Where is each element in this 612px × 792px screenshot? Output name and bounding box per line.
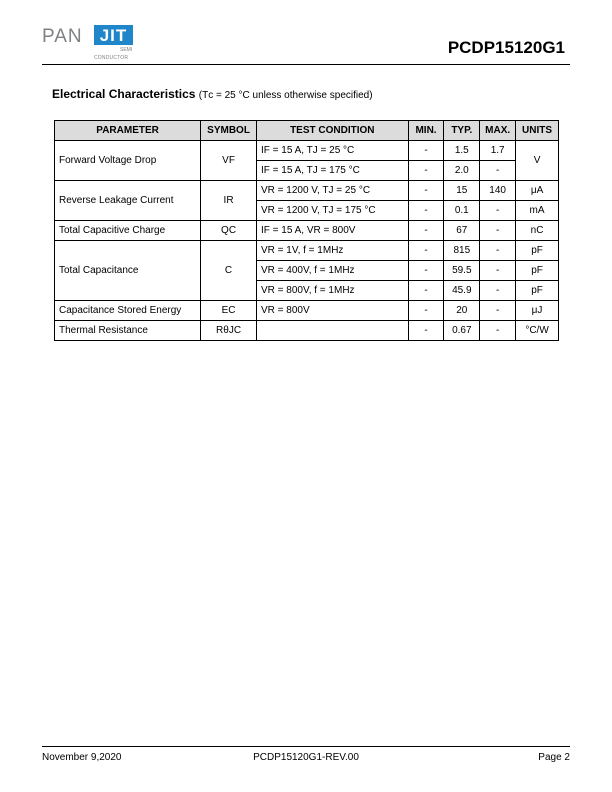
logo-text-accent: JIT — [94, 25, 133, 45]
row-typ: 59.5 — [444, 261, 480, 281]
row-test — [256, 321, 408, 341]
table-header-row — [55, 121, 559, 141]
row-test: VR = 800V, f = 1MHz — [256, 281, 408, 301]
table-row — [55, 221, 559, 241]
row-min: - — [408, 261, 444, 281]
row-symbol: IR — [201, 181, 257, 221]
section-title-text: Electrical Characteristics — [52, 87, 196, 101]
row-parameter: Forward Voltage Drop — [55, 141, 201, 181]
row-max: - — [480, 281, 516, 301]
table-row — [55, 301, 559, 321]
row-typ: 67 — [444, 221, 480, 241]
row-max: - — [480, 261, 516, 281]
row-symbol: QC — [201, 221, 257, 241]
footer-page: Page 2 — [538, 752, 570, 763]
row-test: VR = 400V, f = 1MHz — [256, 261, 408, 281]
row-units: pF — [516, 241, 559, 261]
row-min: - — [408, 301, 444, 321]
electrical-characteristics-table — [54, 120, 559, 341]
footer-divider — [42, 746, 570, 747]
header-units: UNITS — [516, 121, 559, 141]
logo-subtext-1: SEMI — [120, 47, 133, 53]
logo-text-main: PAN — [42, 26, 83, 47]
section-title — [52, 87, 373, 101]
row-typ: 0.1 — [444, 201, 480, 221]
row-max: - — [480, 221, 516, 241]
row-max: - — [480, 161, 516, 181]
row-max: - — [480, 241, 516, 261]
row-symbol: EC — [201, 301, 257, 321]
row-min: - — [408, 181, 444, 201]
table-row — [55, 321, 559, 341]
header-max: MAX. — [480, 121, 516, 141]
row-symbol: C — [201, 241, 257, 301]
row-units: pF — [516, 281, 559, 301]
row-typ: 20 — [444, 301, 480, 321]
header-test-condition: TEST CONDITION — [256, 121, 408, 141]
row-parameter: Capacitance Stored Energy — [55, 301, 201, 321]
row-min: - — [408, 241, 444, 261]
row-typ: 0.67 — [444, 321, 480, 341]
row-test: IF = 15 A, TJ = 25 °C — [256, 141, 408, 161]
row-typ: 2.0 — [444, 161, 480, 181]
row-typ: 815 — [444, 241, 480, 261]
row-test: VR = 1200 V, TJ = 175 °C — [256, 201, 408, 221]
row-max: - — [480, 321, 516, 341]
row-units: °C/W — [516, 321, 559, 341]
row-test: IF = 15 A, VR = 800V — [256, 221, 408, 241]
row-test: VR = 1200 V, TJ = 25 °C — [256, 181, 408, 201]
row-units: mA — [516, 201, 559, 221]
row-min: - — [408, 221, 444, 241]
row-typ: 1.5 — [444, 141, 480, 161]
section-condition: (Tᴄ = 25 °C unless otherwise specified) — [198, 90, 373, 101]
row-parameter: Total Capacitive Charge — [55, 221, 201, 241]
row-typ: 15 — [444, 181, 480, 201]
table-row — [55, 141, 559, 161]
row-min: - — [408, 201, 444, 221]
row-parameter: Thermal Resistance — [55, 321, 201, 341]
header-min: MIN. — [408, 121, 444, 141]
row-test: VR = 800V — [256, 301, 408, 321]
row-symbol: RθJC — [201, 321, 257, 341]
row-units: V — [516, 141, 559, 181]
row-units: pF — [516, 261, 559, 281]
row-symbol: VF — [201, 141, 257, 181]
table-row — [55, 241, 559, 261]
row-units: μJ — [516, 301, 559, 321]
header-typ: TYP. — [444, 121, 480, 141]
header-parameter: PARAMETER — [55, 121, 201, 141]
row-max: - — [480, 201, 516, 221]
row-units: nC — [516, 221, 559, 241]
row-max: 140 — [480, 181, 516, 201]
row-max: 1.7 — [480, 141, 516, 161]
row-test: IF = 15 A, TJ = 175 °C — [256, 161, 408, 181]
row-min: - — [408, 281, 444, 301]
footer-doc-rev: PCDP15120G1-REV.00 — [253, 752, 359, 763]
footer-date: November 9,2020 — [42, 752, 122, 763]
company-logo — [42, 24, 142, 66]
row-min: - — [408, 141, 444, 161]
part-number: PCDP15120G1 — [447, 38, 565, 57]
row-typ: 45.9 — [444, 281, 480, 301]
row-min: - — [408, 321, 444, 341]
row-min: - — [408, 161, 444, 181]
logo-subtext-2: CONDUCTOR — [94, 55, 129, 61]
row-parameter: Reverse Leakage Current — [55, 181, 201, 221]
row-parameter: Total Capacitance — [55, 241, 201, 301]
table-row — [55, 181, 559, 201]
header-divider — [42, 64, 570, 65]
header-symbol: SYMBOL — [201, 121, 257, 141]
row-test: VR = 1V, f = 1MHz — [256, 241, 408, 261]
row-max: - — [480, 301, 516, 321]
row-units: μA — [516, 181, 559, 201]
